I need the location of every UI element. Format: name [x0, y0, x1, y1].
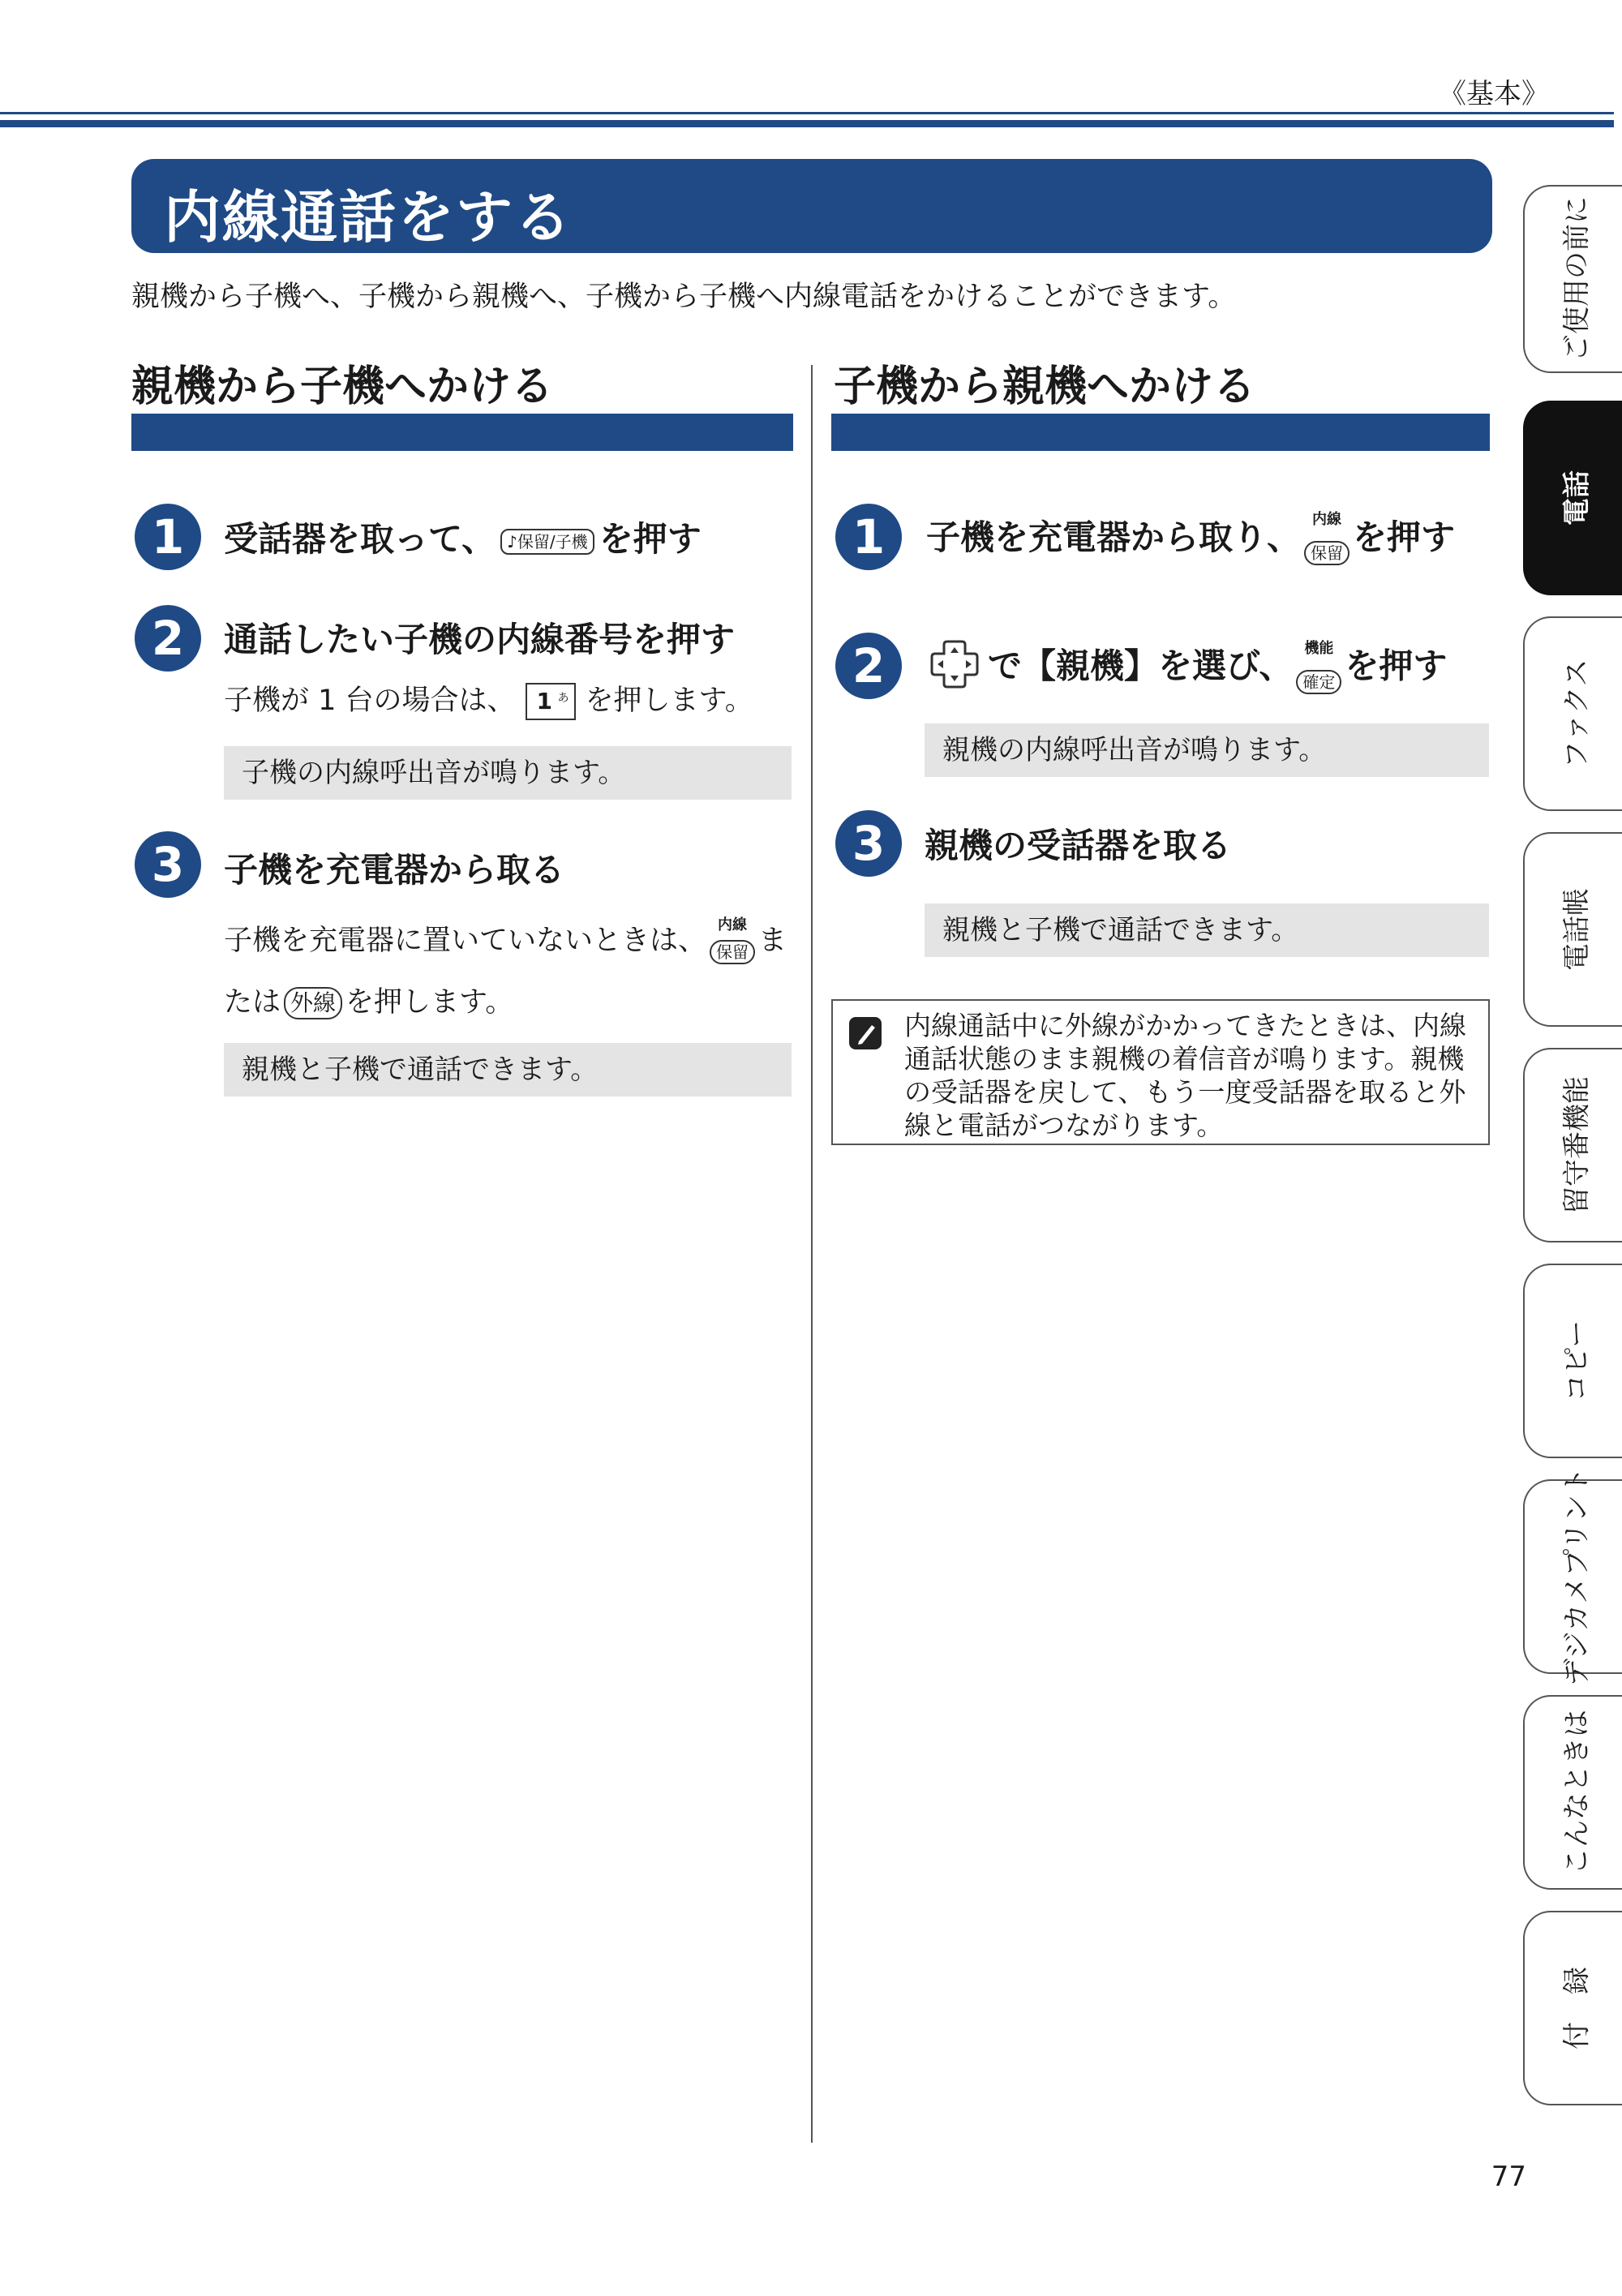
left-step-1-post: を押す	[599, 519, 702, 559]
column-divider	[811, 365, 813, 2143]
intercom-key-bottom: 保留	[710, 940, 755, 964]
intercom-key-top: 内線	[718, 916, 748, 933]
left-step-3-detail1-post: ま	[758, 925, 787, 957]
intercom-hold-key-icon	[1304, 513, 1350, 567]
right-step-3-result: 親機と子機で通話できます。	[925, 903, 1489, 957]
tab-label: こんなときは	[1560, 1710, 1594, 1875]
function-key-bottom: 確定	[1296, 670, 1341, 694]
right-step-2-pre: で【親機】を選び、	[988, 646, 1294, 686]
tab-label: 留守番機能	[1560, 1076, 1594, 1214]
key-1-label: 1	[536, 688, 553, 715]
tab-answering-machine[interactable]	[1523, 1048, 1622, 1242]
left-step-2-text: 通話したい子機の内線番号を押す	[224, 620, 736, 659]
left-step-3-detail2-post: を押します。	[345, 986, 514, 1019]
right-step-1-post: を押す	[1353, 517, 1456, 557]
right-step-2-post: を押す	[1345, 646, 1448, 686]
intercom-key-bottom: 保留	[1304, 541, 1350, 565]
page-title-bar	[131, 159, 1492, 253]
tab-label: 電話帳	[1560, 888, 1594, 971]
left-step-3-result: 親機と子機で通話できます。	[224, 1043, 792, 1097]
left-step-3-detail-line2	[224, 980, 513, 1020]
left-section-bar	[131, 414, 793, 451]
step-number: 3	[135, 831, 201, 898]
step-number: 2	[135, 605, 201, 672]
right-step-3-text: 親機の受話器を取る	[925, 826, 1232, 865]
step-number: 1	[135, 504, 201, 570]
tab-copy[interactable]	[1523, 1264, 1622, 1458]
tab-appendix[interactable]	[1523, 1911, 1622, 2105]
intercom-hold-key-icon	[710, 918, 755, 965]
left-section-heading: 親機から子機へかける	[131, 363, 554, 411]
step-number: 2	[835, 633, 902, 699]
section-category: 《基本》	[1439, 78, 1549, 110]
step-number: 1	[835, 504, 902, 570]
key-1-kana: あ	[557, 692, 569, 705]
outside-line-key-icon: 外線	[284, 987, 342, 1019]
left-step-3-text: 子機を充電器から取る	[224, 850, 565, 890]
page-title: 内線通話をする	[164, 184, 573, 251]
right-step-1-text	[926, 511, 1455, 567]
right-section-bar	[831, 414, 1490, 451]
left-step-1-text	[224, 513, 702, 561]
memo-pencil-icon	[849, 1017, 882, 1049]
tab-troubleshooting[interactable]	[1523, 1695, 1622, 1890]
right-section-heading: 子機から親機へかける	[834, 363, 1256, 411]
left-step-1-pre: 受話器を取って、	[224, 519, 496, 559]
right-step-2-result: 親機の内線呼出音が鳴ります。	[925, 723, 1489, 777]
intro-text: 親機から子機へ、子機から親機へ、子機から子機へ内線電話をかけることができます。	[131, 281, 1237, 313]
tab-label: ご使用の前に	[1560, 196, 1594, 362]
left-step-2-result: 子機の内線呼出音が鳴ります。	[224, 746, 792, 800]
tab-phonebook[interactable]	[1523, 832, 1622, 1027]
step-number: 3	[835, 810, 902, 877]
hold-handset-key: ♪保留/子機	[500, 529, 594, 555]
tab-telephone[interactable]	[1523, 401, 1622, 595]
right-step-1-pre: 子機を充電器から取り、	[926, 517, 1302, 557]
tab-before-use[interactable]	[1523, 185, 1622, 373]
page-number: 77	[1491, 2161, 1526, 2193]
dpad-icon	[929, 639, 980, 697]
tab-fax[interactable]	[1523, 616, 1622, 811]
left-step-3-detail-line1	[224, 918, 787, 965]
tab-label: コピー	[1560, 1320, 1594, 1402]
tab-digital-camera-print[interactable]	[1523, 1467, 1622, 1686]
tab-label: デジカメプリント	[1560, 1467, 1594, 1686]
left-step-2-detail-post: を押します。	[585, 685, 753, 717]
tab-label: 電話	[1560, 470, 1594, 526]
tab-label: 付 録	[1560, 1967, 1594, 2049]
left-step-3-detail1-pre: 子機を充電器に置いていないときは、	[224, 925, 707, 957]
left-step-3-detail2-pre: たは	[224, 986, 281, 1019]
right-step-2-text	[929, 639, 1447, 697]
function-key-top: 機能	[1304, 639, 1334, 657]
memo-box	[831, 999, 1490, 1145]
memo-text: 内線通話中に外線がかかってきたときは、内線通話状態のまま親機の着信音が鳴ります。親機の受話器を戻して、もう一度受話器を取ると外線と電話がつながります。	[904, 1010, 1466, 1141]
intercom-key-top: 内線	[1312, 511, 1342, 528]
function-enter-key-icon	[1296, 639, 1341, 696]
tab-label: ファクス	[1560, 659, 1594, 769]
header-rule-thin	[0, 112, 1614, 114]
left-step-2-detail	[224, 678, 753, 720]
header-rule-thick	[0, 120, 1614, 127]
left-step-2-detail-pre: 子機が 1 台の場合は、	[224, 685, 516, 717]
key-1-icon	[526, 683, 576, 720]
